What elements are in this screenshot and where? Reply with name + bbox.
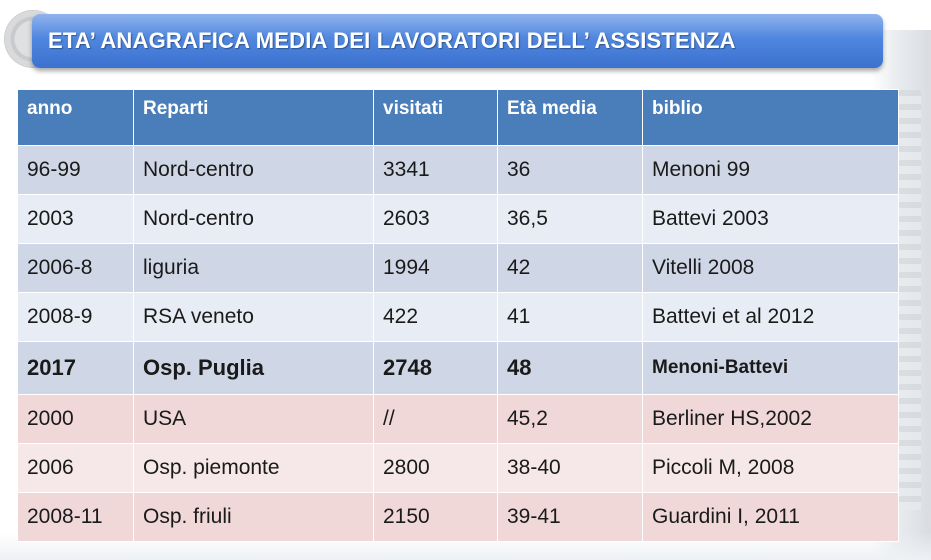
header-reparti: Reparti (134, 90, 374, 146)
cell-anno: 2017 (18, 342, 134, 395)
cell-reparti: Osp. Puglia (134, 342, 374, 395)
cell-anno: 2008-11 (18, 493, 134, 542)
cell-biblio: Menoni-Battevi (643, 342, 899, 395)
table-row (18, 395, 899, 444)
cell-visitati: 2150 (374, 493, 498, 542)
cell-eta-media: 45,2 (498, 395, 643, 444)
header-anno: anno (18, 90, 134, 146)
cell-reparti: RSA veneto (134, 293, 374, 342)
table-row (18, 493, 899, 542)
header-eta-media: Età media (498, 90, 643, 146)
cell-reparti: liguria (134, 244, 374, 293)
table-row (18, 293, 899, 342)
table-row (18, 146, 899, 195)
cell-reparti: Nord-centro (134, 146, 374, 195)
cell-biblio: Guardini I, 2011 (643, 493, 899, 542)
header-biblio: biblio (643, 90, 899, 146)
cell-visitati: 1994 (374, 244, 498, 293)
cell-eta-media: 41 (498, 293, 643, 342)
workers-age-table (17, 89, 899, 542)
table-row (18, 244, 899, 293)
slide-title: ETA’ ANAGRAFICA MEDIA DEI LAVORATORI DELL’ ASSISTENZA (48, 28, 736, 53)
table-row (18, 444, 899, 493)
cell-visitati: 2800 (374, 444, 498, 493)
cell-biblio: Piccoli M, 2008 (643, 444, 899, 493)
cell-visitati: 422 (374, 293, 498, 342)
table-header-row (18, 90, 899, 146)
cell-eta-media: 42 (498, 244, 643, 293)
cell-visitati: // (374, 395, 498, 444)
cell-visitati: 2748 (374, 342, 498, 395)
cell-biblio: Battevi 2003 (643, 195, 899, 244)
table-row-highlighted (18, 342, 899, 395)
cell-reparti: Osp. friuli (134, 493, 374, 542)
cell-reparti: USA (134, 395, 374, 444)
cell-eta-media: 36 (498, 146, 643, 195)
cell-anno: 2003 (18, 195, 134, 244)
cell-eta-media: 38-40 (498, 444, 643, 493)
cell-eta-media: 36,5 (498, 195, 643, 244)
cell-biblio: Vitelli 2008 (643, 244, 899, 293)
cell-visitati: 2603 (374, 195, 498, 244)
cell-biblio: Battevi et al 2012 (643, 293, 899, 342)
cell-anno: 2006 (18, 444, 134, 493)
cell-anno: 2008-9 (18, 293, 134, 342)
cell-eta-media: 39-41 (498, 493, 643, 542)
cell-reparti: Nord-centro (134, 195, 374, 244)
table-row (18, 195, 899, 244)
slide-title-banner (32, 14, 883, 68)
cell-anno: 96-99 (18, 146, 134, 195)
cell-anno: 2006-8 (18, 244, 134, 293)
cell-biblio: Menoni 99 (643, 146, 899, 195)
cell-eta-media: 48 (498, 342, 643, 395)
cell-biblio: Berliner HS,2002 (643, 395, 899, 444)
cell-anno: 2000 (18, 395, 134, 444)
cell-visitati: 3341 (374, 146, 498, 195)
header-visitati: visitati (374, 90, 498, 146)
cell-reparti: Osp. piemonte (134, 444, 374, 493)
